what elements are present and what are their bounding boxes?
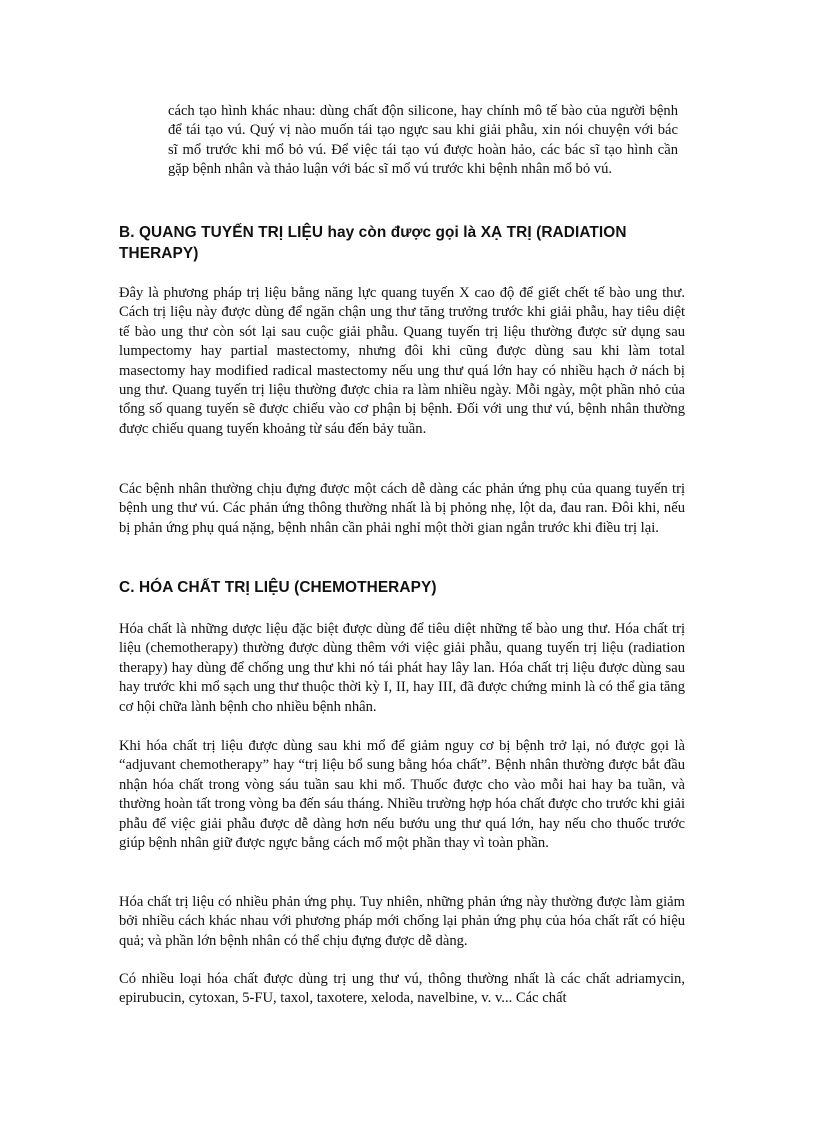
- continuation-paragraph: cách tạo hình khác nhau: dùng chất độn silicone, hay chính mô tế bào của người bệnh để tái tạo vú. Quý vị nào muốn tái tạo ngực sau khi giải phẫu, xin nói chuyện với bác sĩ mổ trước khi mổ bỏ vú. Để việc tái tạo vú được hoàn hảo, các bác sĩ tạo hình cần gặp bệnh nhân và thảo luận với bác sĩ mổ vú trước khi bệnh nhân mổ bỏ vú.: [168, 103, 678, 178]
- section-c-paragraph-2: Khi hóa chất trị liệu được dùng sau khi mổ để giảm nguy cơ bị bệnh trở lại, nó được gọi là “adjuvant chemotherapy” hay “trị liệu bổ sung bằng hóa chất”. Bệnh nhân thường được bắt đầu nhận hóa chất trong vòng sáu tuần sau khi mổ. Thuốc được cho vào mỗi hai hay ba tuần, và thường hoàn tất trong vòng ba đến sáu tháng. Nhiều trường hợp hóa chất được cho trước khi giải phẫu để việc giải phẫu được dễ dàng hơn nếu bướu ung thư quá lớn, hay nếu cho thuốc trước giúp bệnh nhân giữ được ngực bằng cách mổ một phần thay vì toàn phần.: [119, 738, 685, 852]
- section-c-paragraph-1: Hóa chất là những dược liệu đặc biệt được dùng để tiêu diệt những tế bào ung thư. Hóa chất trị liệu (chemotherapy) thường được dùng thêm với việc giải phẫu, quang tuyến trị liệu (radiation therapy) hay dùng để chống ung thư khi nó tái phát hay lây lan. Hóa chất trị liệu được dùng sau hay trước khi mổ sạch ung thư thuộc thời kỳ I, II, hay III, đã được chứng minh là có thể gia tăng cơ hội chữa lành bệnh cho nhiều bệnh nhân.: [119, 621, 685, 715]
- section-b-paragraph-1: Đây là phương pháp trị liệu bằng năng lực quang tuyến X cao độ để giết chết tế bào ung thư. Cách trị liệu này được dùng để ngăn chận ung thư tăng trưởng trước khi giải phẫu, hay tiêu diệt tế bào ung thư còn sót lại sau cuộc giải phẫu. Quang tuyến trị liệu thường được sử dụng sau lumpectomy hay partial mastectomy, nhưng đôi khi cũng được dùng sau khi làm total masectomy hay modified radical mastectomy nếu ung thư quá lớn hay có nhiều hạch ở nách bị ung thư. Quang tuyến trị liệu thường được chia ra làm nhiều ngày. Mỗi ngày, một phần nhỏ của tổng số quang tuyến sẽ được chiếu vào cơ phận bị bệnh. Đối với ung thư vú, bệnh nhân thường được chiếu quang tuyến khoảng từ sáu đến bảy tuần.: [119, 285, 685, 437]
- section-c-heading: C. HÓA CHẤT TRỊ LIỆU (CHEMOTHERAPY): [119, 579, 437, 596]
- section-b-paragraph-2: Các bệnh nhân thường chịu đựng được một cách dễ dàng các phản ứng phụ của quang tuyến trị bệnh ung thư vú. Các phản ứng thông thường nhất là bị phỏng nhẹ, lột da, đau ran. Đôi khi, nếu bị phản ứng phụ quá nặng, bệnh nhân cần phải nghỉ một thời gian ngắn trước khi điều trị lại.: [119, 481, 685, 536]
- section-c-paragraph-3: Hóa chất trị liệu có nhiều phản ứng phụ. Tuy nhiên, những phản ứng này thường được làm giảm bởi nhiều cách khác nhau với phương pháp mới chống lại phản ứng phụ của hóa chất rất có hiệu quả; và phần lớn bệnh nhân có thể chịu đựng được dễ dàng.: [119, 894, 685, 949]
- section-b-heading: B. QUANG TUYẾN TRỊ LIỆU hay còn được gọi là XẠ TRỊ (RADIATION THERAPY): [119, 224, 627, 262]
- section-c-paragraph-4: Có nhiều loại hóa chất được dùng trị ung thư vú, thông thường nhất là các chất adriamycin, epirubucin, cytoxan, 5-FU, taxol, taxotere, xeloda, navelbine, v. v... Các chất: [119, 971, 685, 1007]
